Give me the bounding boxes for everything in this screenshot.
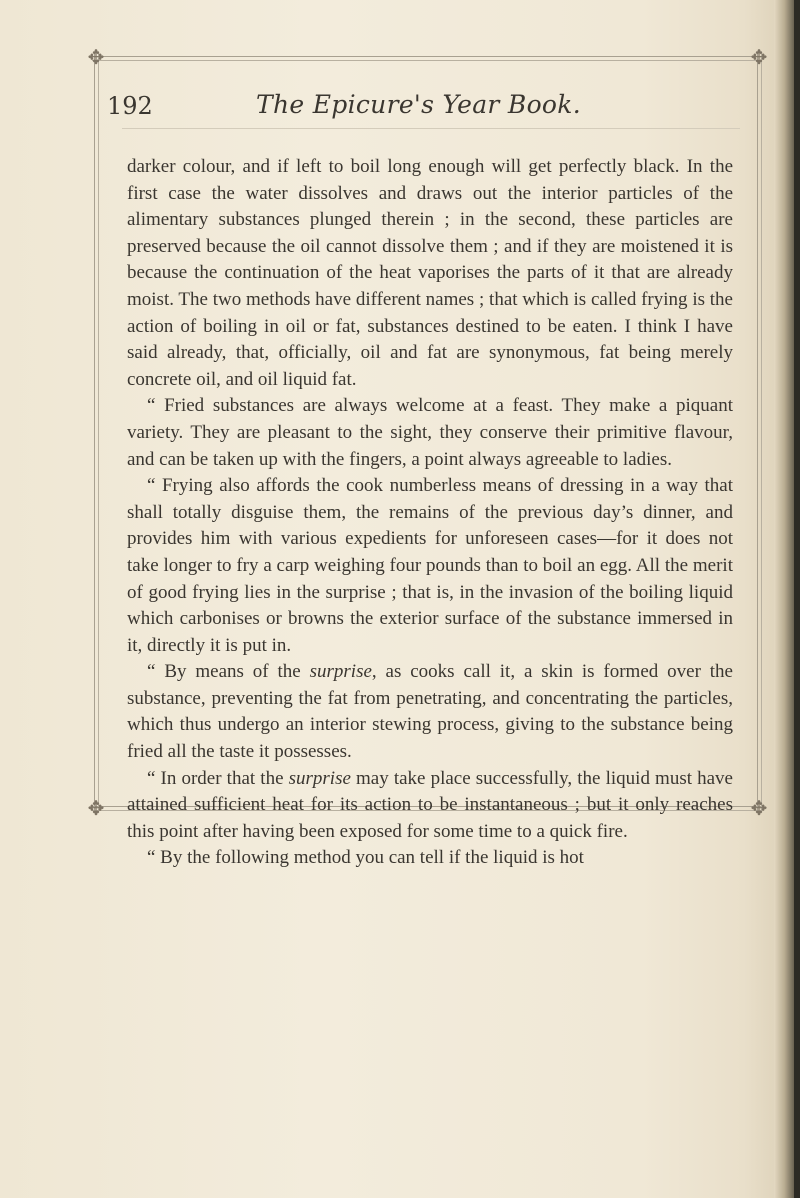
paragraph-text: may take place successfully, the liquid must have attained sufficient heat for its action to be instantaneous ; but it only reaches this point after having been exposed for some time to a quick fire. [127,767,733,842]
frame-border-left [94,52,95,812]
frame-border-left-inner [98,52,99,812]
header-rule [122,128,740,129]
paragraph: “ Frying also affords the cook numberless means of dressing in a way that shall totally disguise them, the remains of the previous day’s dinner, and provides him with various expedients for unforeseen cases—for it does not take longer to fry a carp weighing four pounds than to boil an egg. All the merit of good frying lies in the surprise ; that is, in the invasion of the boiling liquid which carbonises or browns the exterior surface of the substance immersed in it, directly it is put in. [127,475,733,656]
paragraph: darker colour, and if left to boil long enough will get perfectly black. In the first case the water dissolves and draws out the interior particles of the alimentary substances plunged therein ; in the second, these particles are preserved because the oil cannot dissolve them ; and if they are moistened it is because the continuation of the heat vaporises the parts of it that are already moist. The two methods have different names ; that which is called frying is the action of boiling in oil or fat, substances destined to be eaten. I think I have said already, that, officially, oil and fat are synonymous, fat being merely concrete oil, and oil liquid fat. [127,156,733,390]
frame-border-top-inner [92,60,762,61]
running-title: The Epicure's Year Book. [256,90,581,119]
page-number: 192 [107,92,153,120]
book-spine-edge [794,0,800,1198]
paragraph: “ Fried substances are always welcome at a feast. They make a piquant variety. They are pleasant to the sight, they conserve their primitive flavour, and can be taken up with the fingers, a point always agreeable to ladies. [127,395,733,470]
emphasis-text: surprise [288,767,351,789]
frame-border-right [757,52,758,812]
paragraph-text: “ In order that the [147,767,289,789]
frame-border-top [92,56,762,57]
corner-ornament-icon: ✥ [87,45,105,69]
corner-ornament-icon: ✥ [750,45,768,69]
paragraph [127,659,733,765]
emphasis-text: surprise [309,661,372,683]
frame-border-right-inner [761,52,762,812]
paragraph-text: , as cooks call it, a skin is formed over the substance, preventing the fat from penetrating, and concentrating the particles, which thus undergo an interior stewing process, giving to the substance being fried all the taste it possesses. [127,661,733,763]
body-text [127,154,733,872]
corner-ornament-icon: ✥ [87,796,105,820]
corner-ornament-icon: ✥ [750,796,768,820]
paragraph [127,766,733,846]
paragraph: “ By the following method you can tell if the liquid is hot [147,847,584,869]
paragraph-text: “ By means of the [147,661,310,683]
